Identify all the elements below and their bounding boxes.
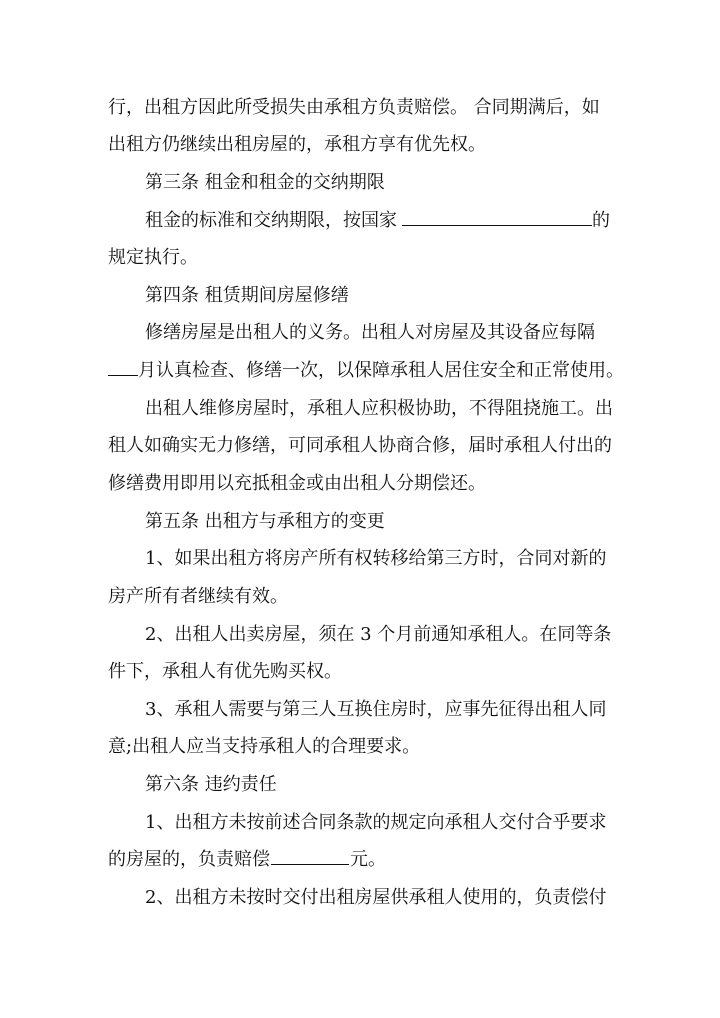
paragraph-text: 修缮房屋是出租人的义务。出租人对房屋及其设备应每隔	[145, 322, 595, 343]
paragraph-text: 2、出租方未按时交付出租房屋供承租人使用的，负责偿付	[145, 887, 607, 908]
paragraph-text: 租人如确实无力修缮，可同承租人协商合修，届时承租人付出的	[108, 435, 612, 456]
paragraph-text: 元。	[350, 849, 386, 870]
article-heading: 第六条 违约责任	[145, 774, 277, 795]
paragraph-text: 行，出租方因此所受损失由承租方负责赔偿。 合同期满后，如	[108, 97, 600, 118]
paragraph-text: 租金的标准和交纳期限，按国家	[145, 210, 397, 231]
paragraph-text: 修缮费用即用以充抵租金或由出租人分期偿还。	[108, 473, 486, 494]
paragraph-text: 月认真检查、修缮一次，以保障承租人居住安全和正常使用。	[138, 360, 624, 381]
paragraph-text: 的	[592, 210, 610, 231]
paragraph-text: 的房屋的，负责赔偿	[108, 849, 270, 870]
paragraph-text: 1、出租方未按前述合同条款的规定向承租人交付合乎要求	[145, 812, 607, 833]
paragraph-text: 房产所有者继续有效。	[108, 586, 288, 607]
paragraph-text: 意;出租人应当支持承租人的合理要求。	[108, 736, 421, 757]
paragraph-text: 规定执行。	[108, 247, 198, 268]
paragraph-text: 2、出租人出卖房屋，须在 3 个月前通知承租人。在同等条	[145, 624, 612, 645]
article-heading: 第五条 出租方与承租方的变更	[145, 511, 385, 532]
paragraph-text: 出租方仍继续出租房屋的，承租方享有优先权。	[108, 134, 486, 155]
paragraph-text: 件下，承租人有优先购买权。	[108, 661, 342, 682]
article-heading: 第四条 租赁期间房屋修缮	[145, 285, 349, 306]
article-heading: 第三条 租金和租金的交纳期限	[145, 172, 385, 193]
paragraph-text: 1、如果出租方将房产所有权转移给第三方时，合同对新的	[145, 548, 607, 569]
paragraph-text: 3、承租人需要与第三人互换住房时，应事先征得出租人同	[145, 699, 607, 720]
paragraph-text: 出租人维修房屋时，承租人应积极协助，不得阻挠施工。出	[145, 398, 613, 419]
